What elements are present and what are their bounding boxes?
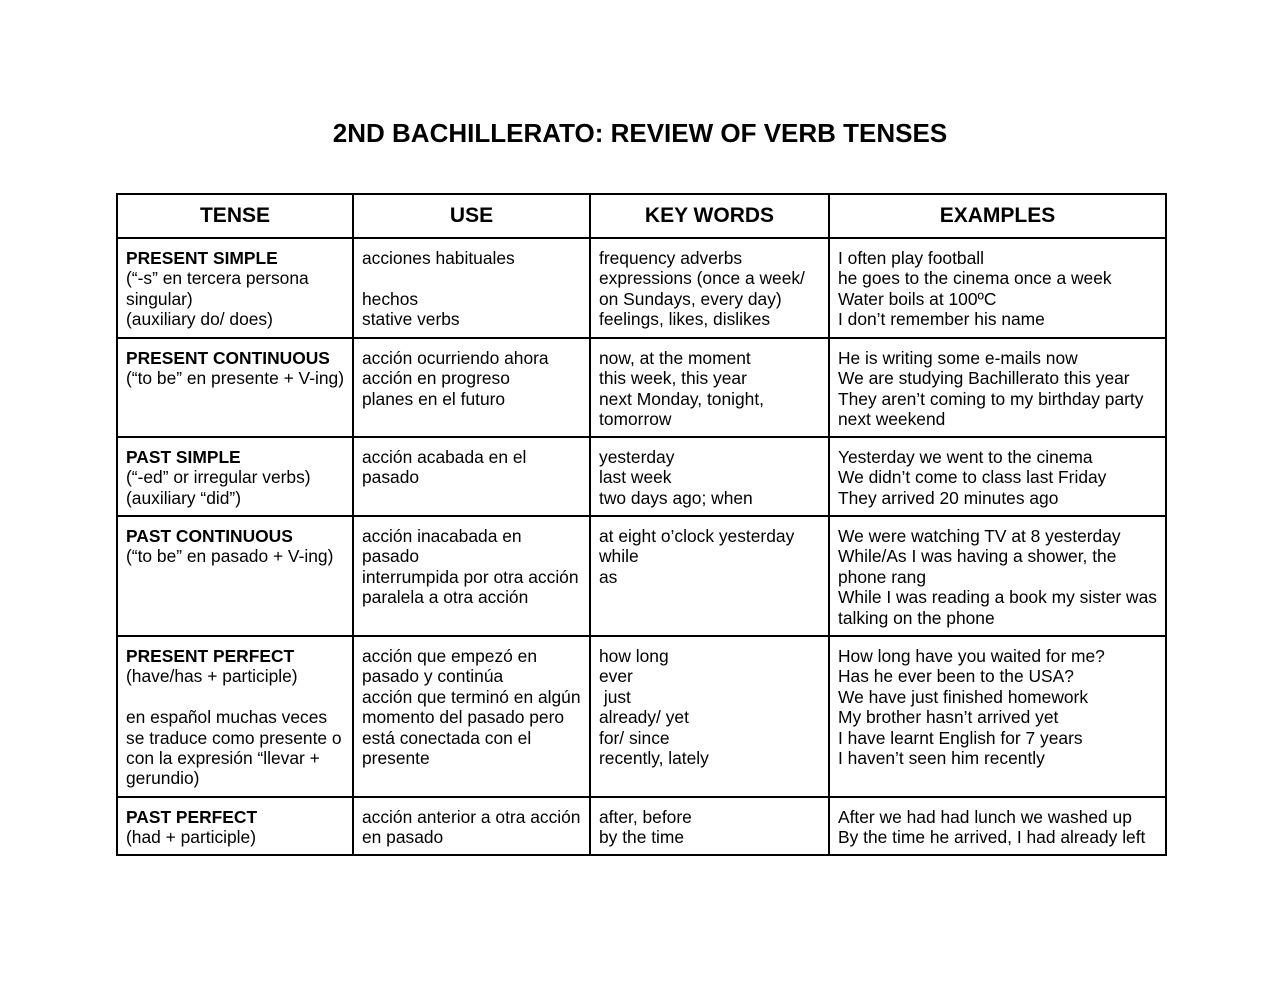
keyword-item: yesterday — [599, 447, 675, 467]
example-item: We were watching TV at 8 yesterday — [838, 526, 1121, 546]
tense-cell — [117, 338, 353, 437]
tense-name: PRESENT SIMPLE — [126, 248, 278, 268]
examples-cell — [829, 797, 1166, 855]
header-examples: EXAMPLES — [829, 194, 1166, 238]
tense-name: PAST SIMPLE — [126, 447, 241, 467]
example-item: We didn’t come to class last Friday — [838, 467, 1107, 488]
tense-name: PRESENT PERFECT — [126, 646, 295, 666]
use-item: acción acabada en el pasado — [362, 447, 527, 488]
keyword-item: now, at the moment — [599, 348, 751, 368]
use-item: acción que terminó en algún momento del pasado pero está conectada con el presente — [362, 686, 581, 769]
example-item: I have learnt English for 7 years — [838, 727, 1083, 748]
keyword-item: while — [599, 546, 639, 567]
table-row — [117, 636, 1166, 797]
tense-cell — [117, 437, 353, 516]
use-item: acciones habituales — [362, 248, 515, 268]
example-item: I don’t remember his name — [838, 309, 1045, 330]
examples-cell — [829, 338, 1166, 437]
example-item: They aren’t coming to my birthday party next weekend — [838, 388, 1144, 430]
keyword-item: at eight o’clock yesterday — [599, 526, 795, 546]
table-row — [117, 338, 1166, 437]
use-cell — [353, 636, 590, 797]
header-use: USE — [353, 194, 590, 238]
use-item: planes en el futuro — [362, 388, 506, 409]
keywords-cell — [590, 797, 829, 855]
tense-name: PRESENT CONTINUOUS — [126, 348, 330, 368]
example-item: I haven’t seen him recently — [838, 748, 1045, 769]
keyword-item: after, before — [599, 807, 692, 827]
keyword-item: last week — [599, 467, 672, 488]
use-item: interrumpida por otra acción — [362, 566, 579, 587]
example-item: By the time he arrived, I had already left — [838, 827, 1146, 848]
example-item: We are studying Bachillerato this year — [838, 368, 1130, 389]
keyword-item: for/ since — [599, 727, 670, 748]
tense-name: PAST PERFECT — [126, 807, 258, 827]
tense-cell — [117, 238, 353, 338]
keyword-item: just — [599, 686, 631, 707]
use-cell — [353, 338, 590, 437]
use-item: acción anterior a otra acción en pasado — [362, 807, 581, 848]
use-item: acción en progreso — [362, 368, 510, 389]
header-row — [117, 194, 1166, 238]
table-row — [117, 437, 1166, 516]
examples-cell — [829, 437, 1166, 516]
tense-cell — [117, 636, 353, 797]
tense-note: (“-s” en tercera persona singular) — [126, 268, 309, 309]
use-item: acción inacabada en pasado — [362, 526, 522, 567]
header-tense: TENSE — [117, 194, 353, 238]
keyword-item: this week, this year — [599, 368, 747, 389]
tense-note: (auxiliary do/ does) — [126, 309, 273, 330]
use-cell — [353, 516, 590, 636]
keyword-item: by the time — [599, 827, 685, 848]
verb-tenses-table — [116, 193, 1167, 856]
use-item: acción que empezó en pasado y continúa — [362, 646, 537, 687]
keyword-item: as — [599, 566, 618, 587]
tense-cell — [117, 516, 353, 636]
tense-note: en español muchas veces se traduce como presente o con la expresión “llevar + gerundio) — [126, 707, 342, 789]
use-item — [362, 268, 583, 288]
use-item: acción ocurriendo ahora — [362, 348, 549, 368]
page-title: 2ND BACHILLERATO: REVIEW OF VERB TENSES — [332, 118, 948, 148]
use-cell — [353, 238, 590, 338]
keywords-cell — [590, 338, 829, 437]
tense-note: (had + participle) — [126, 827, 257, 848]
keyword-item: recently, lately — [599, 748, 709, 769]
tense-note: (have/has + participle) — [126, 666, 298, 687]
example-item: I often play football — [838, 248, 984, 268]
keywords-cell — [590, 516, 829, 636]
use-item: stative verbs — [362, 309, 460, 330]
table-row — [117, 797, 1166, 855]
use-item: hechos — [362, 288, 419, 309]
tense-name: PAST CONTINUOUS — [126, 526, 293, 546]
keyword-item: expressions (once a week/ on Sundays, every day) — [599, 268, 805, 309]
example-item: he goes to the cinema once a week — [838, 268, 1112, 289]
example-item: Has he ever been to the USA? — [838, 666, 1074, 687]
tense-note: (“-ed” or irregular verbs) — [126, 467, 311, 488]
keyword-item: ever — [599, 666, 633, 687]
example-item: We have just finished homework — [838, 686, 1089, 707]
example-item: While/As I was having a shower, the phone rang — [838, 546, 1117, 587]
tense-note: (auxiliary “did”) — [126, 487, 241, 508]
tense-note — [126, 687, 346, 707]
example-item: While I was reading a book my sister was talking on the phone — [838, 587, 1157, 628]
example-item: Water boils at 100ºC — [838, 288, 997, 309]
use-cell — [353, 797, 590, 855]
table-row — [117, 238, 1166, 338]
example-item: My brother hasn’t arrived yet — [838, 707, 1059, 728]
tense-note: (“to be” en presente + V-ing) — [126, 368, 344, 389]
examples-cell — [829, 636, 1166, 797]
example-item: They arrived 20 minutes ago — [838, 487, 1059, 508]
example-item: How long have you waited for me? — [838, 646, 1105, 666]
tense-note: (“to be” en pasado + V-ing) — [126, 546, 334, 567]
table-row — [117, 516, 1166, 636]
keywords-cell — [590, 238, 829, 338]
header-key-words: KEY WORDS — [590, 194, 829, 238]
example-item: Yesterday we went to the cinema — [838, 447, 1093, 467]
keyword-item: next Monday, tonight, tomorrow — [599, 388, 764, 430]
keyword-item: two days ago; when — [599, 487, 753, 508]
keyword-item: frequency adverbs — [599, 248, 743, 268]
keyword-item: already/ yet — [599, 707, 689, 728]
use-cell — [353, 437, 590, 516]
keywords-cell — [590, 636, 829, 797]
examples-cell — [829, 238, 1166, 338]
keyword-item: how long — [599, 646, 669, 666]
use-item: paralela a otra acción — [362, 587, 529, 608]
keyword-item: feelings, likes, dislikes — [599, 309, 771, 330]
tense-cell — [117, 797, 353, 855]
example-item: He is writing some e-mails now — [838, 348, 1078, 368]
keywords-cell — [590, 437, 829, 516]
example-item: After we had had lunch we washed up — [838, 807, 1132, 827]
examples-cell — [829, 516, 1166, 636]
